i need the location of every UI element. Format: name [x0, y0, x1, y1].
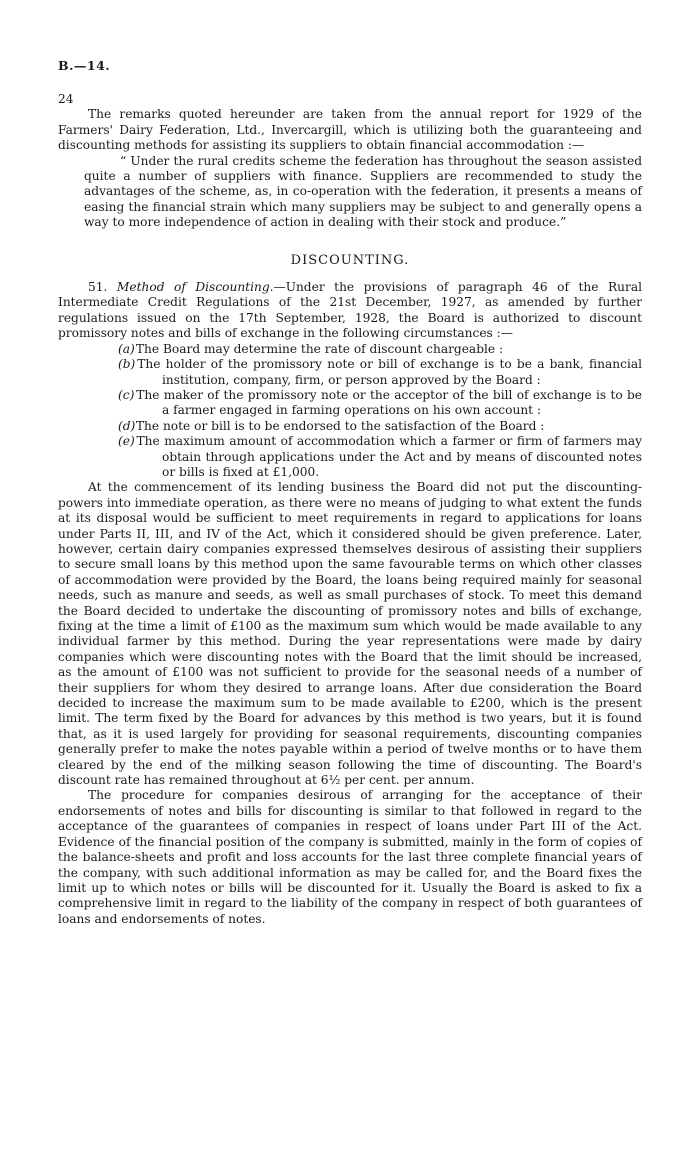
list-item [118, 388, 642, 419]
list-item-mark: (b) [118, 357, 136, 372]
list-item [118, 342, 642, 357]
paragraph-number: 51. [88, 280, 108, 295]
conditions-list [58, 342, 642, 481]
page-number: 24 [58, 92, 74, 106]
list-item-mark: (e) [118, 434, 135, 449]
commencement-paragraph: At the commencement of its lending business the Board did not put the discounting-powers into immediate operation, as there were no means of judging to what extent the funds at its disposal would be sufficient to meet requirements in regard to applications for loans under Parts II, III, and IV of the Act, which it considered should be given preference. Later, however, certain dairy companies expressed themselves desirous of assisting their suppliers to secure small loans by this method upon the same favourable terms on which other classes of accommodation were provided by the Board, the loans being required mainly for seasonal needs, such as manure and seeds, as well as small purchases of stock. To meet this demand the Board decided to undertake the discounting of promissory notes and bills of exchange, fixing at the time a limit of £100 as the maximum sum which would be made available to any individual farmer by this method. During the year representations were made by dairy companies which were discounting notes with the Board that the limit should be increased, as the amount of £100 was not sufficient to provide for the seasonal needs of a number of their suppliers for whom they desired to arrange loans. After due consideration the Board decided to increase the maximum sum to be made available to £200, which is the present limit. The term fixed by the Board for advances by this method is two years, but it is found that, as it is used largely for providing for seasonal requirements, discounting companies generally prefer to make the notes payable within a period of twelve months or to have them cleared by the end of the milking season following the time of discounting. The Board's discount rate has remained throughout at 6½ per cent. per annum. [58, 480, 642, 788]
list-item-text: The maker of the promissory note or the acceptor of the bill of exchange is to be a farmer engaged in farming operations on his own account : [136, 387, 642, 418]
section-heading: DISCOUNTING. [290, 252, 410, 268]
list-item-text: The Board may determine the rate of discount chargeable : [135, 341, 504, 356]
paragraph-title: Method of Discounting. [116, 280, 274, 295]
quoted-report [84, 154, 642, 231]
page-header [58, 58, 642, 92]
document-reference: B.—14. [58, 58, 111, 73]
quoted-report-text: “ Under the rural credits scheme the federation has throughout the season assisted quite a number of suppliers with finance. Suppliers are recommended to study the advantages of the scheme, as, in co-operation with the federation, it presents a means of easing the financial strain which many suppliers may be subject to and generally opens a way to more independence of action in dealing with their stock and produce.” [84, 153, 642, 230]
list-item-text: The maximum amount of accommodation which a farmer or firm of farmers may obtain through applications under the Act and by means of discounted notes or bills is fixed at £1,000. [136, 434, 642, 479]
list-item [118, 434, 642, 480]
list-item-text: The note or bill is to be endorsed to the satisfaction of the Board : [135, 418, 545, 433]
list-item [118, 419, 642, 434]
list-item [118, 357, 642, 388]
list-item-mark: (c) [118, 387, 135, 402]
list-item-mark: (a) [118, 341, 135, 356]
procedure-paragraph: The procedure for companies desirous of arranging for the acceptance of their endorsements of notes and bills for discounting is similar to that followed in regard to the acceptance of the guarantees of companies in respect of loans under Part III of the Act. Evidence of the financial position of the company is submitted, mainly in the form of copies of the balance-sheets and profit and loss accounts for the last three complete financial years of the company, with such additional information as may be called for, and the Board fixes the limit up to which notes or bills will be discounted for it. Usually the Board is asked to fix a comprehensive limit in regard to the liability of the company in respect of both guarantees of loans and endorsements of notes. [58, 788, 642, 926]
paragraph-51 [58, 280, 642, 342]
list-item-mark: (d) [118, 418, 136, 433]
list-item-text: The holder of the promissory note or bill of exchange is to be a bank, financial institution, company, firm, or person approved by the Board : [137, 357, 643, 387]
intro-paragraph: The remarks quoted hereunder are taken from the annual report for 1929 of the Farmers' Dairy Federation, Ltd., Invercargill, which is utilizing both the guaranteeing and discounting methods for assisting its suppliers to obtain financial accommodation :— [58, 107, 642, 153]
paragraph-lead-text: —Under the provisions of paragraph 46 of the Rural Intermediate Credit Regulations of the 21st December, 1927, as amended by further regulations issued on the 17th September, 1928, the Board is authorized to discount promissory notes and bills of exchange in the following circumstances :— [58, 280, 643, 341]
